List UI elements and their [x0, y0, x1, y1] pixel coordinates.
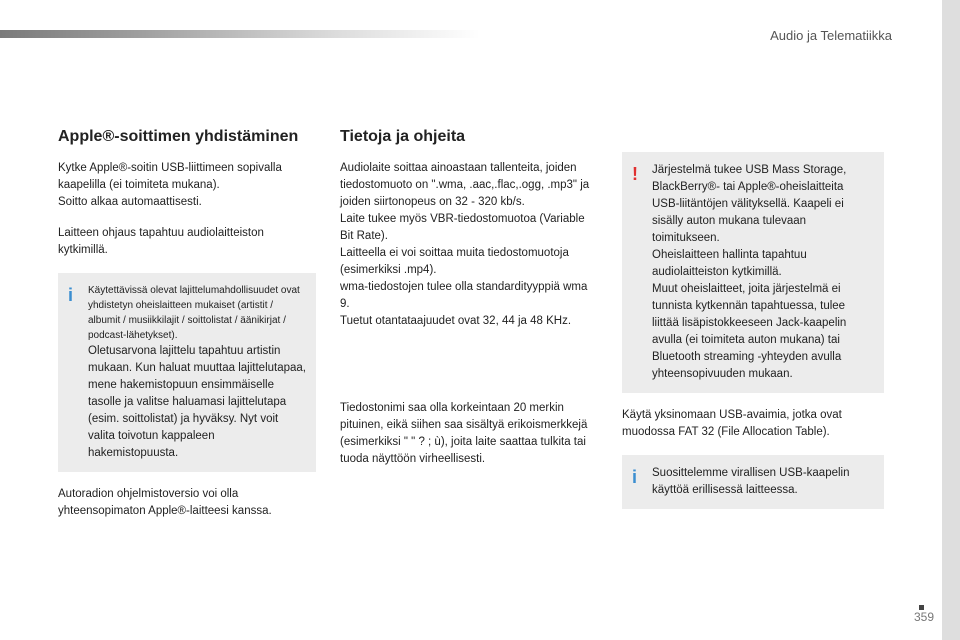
cable-info: Suosittelemme virallisen USB-kaapelin käyttöä erillisessä laitteessa. — [652, 467, 850, 496]
column-usb — [622, 152, 884, 509]
header-bar — [0, 30, 480, 38]
info-p2: Laite tukee myös VBR-tiedostomuotoa (Variable Bit Rate). — [340, 213, 585, 242]
info-text: Oletusarvona lajittelu tapahtuu artistin mukaan. Kun haluat muuttaa lajittelutapaa, mene hakemistopuun ensimmäiselle tasolle ja valitse haluamasi lajittelutapa (esim. soittolistat) ja hyväksy. Nyt voit valita toivotun kappaleen hakemistopuusta. — [88, 345, 307, 459]
info-p3: Laitteella ei voi soittaa muita tiedostomuotoja (esimerkiksi .mp4). — [340, 247, 569, 276]
info-p1: Audiolaite soittaa ainoastaan tallenteita, joiden tiedostomuoto on ".wma, .aac,.flac,.ogg, .mp3" ja joiden siirtonopeus on 32 - 320 kb/s. — [340, 162, 590, 208]
warn-p2: Oheislaitteen hallinta tapahtuu audiolaitteiston kytkimillä. — [652, 249, 807, 278]
column-apple — [58, 128, 316, 520]
page-edge-strip — [942, 0, 960, 640]
apple-p2: Laitteen ohjaus tapahtuu audiolaitteiston kytkimillä. — [58, 227, 264, 256]
warning-icon: ! — [632, 164, 638, 184]
info-icon: i — [68, 285, 74, 305]
info-title: Tietoja ja ohjeita — [340, 128, 466, 145]
warn-p3: Muut oheislaitteet, joita järjestelmä ei tunnista kytkennän tapahtuessa, tulee liittää lisäpistokkeeseen Jack-kaapelin avulla (ei toimiteta auton mukana) tai Bluetooth streaming -yhteyden avulla yhteensopivuuden mukaan. — [652, 283, 847, 380]
apple-p3: Autoradion ohjelmistoversio voi olla yhteensopimaton Apple®-laitteesi kanssa. — [58, 488, 272, 517]
info-icon: i — [632, 467, 638, 487]
info-small: Käytettävissä olevat lajittelumahdollisuudet ovat yhdistetyn oheislaitteen mukaiset (artistit / albumit / musiikkilajit / soittolistat / äänikirjat / podcast-lähetykset). — [88, 285, 300, 341]
info-p4: wma-tiedostojen tulee olla standardityyppiä wma 9. — [340, 281, 588, 310]
info-p6: Tiedostonimi saa olla korkeintaan 20 merkin pituinen, eikä siihen saa sisältyä erikoismerkkejä (esimerkiksi " " ? ; ù), joita laite saattaa tulkita tai tuoda näyttöön virheellisesti. — [340, 402, 588, 465]
warning-box — [622, 152, 884, 393]
apple-p1: Kytke Apple®-soitin USB-liittimeen sopivalla kaapelilla (ei toimiteta mukana). — [58, 162, 282, 191]
warn-p1: Järjestelmä tukee USB Mass Storage, BlackBerry®- tai Apple®-oheislaitteita USB-liitäntöjen välityksellä. Kaapeli ei sisälly auton mukana tulevaan toimitukseen. — [652, 164, 847, 244]
info-box-cable — [622, 455, 884, 509]
section-title: Audio ja Telematiikka — [770, 28, 892, 43]
info-p5: Tuetut otantataajuudet ovat 32, 44 ja 48 KHz. — [340, 315, 572, 327]
page-number: 359 — [913, 610, 934, 624]
info-box-sorting — [58, 273, 316, 472]
apple-p1b: Soitto alkaa automaattisesti. — [58, 196, 202, 208]
usb-p1: Käytä yksinomaan USB-avaimia, jotka ovat muodossa FAT 32 (File Allocation Table). — [622, 409, 842, 438]
column-info — [340, 128, 600, 468]
apple-title: Apple®-soittimen yhdistäminen — [58, 128, 299, 145]
